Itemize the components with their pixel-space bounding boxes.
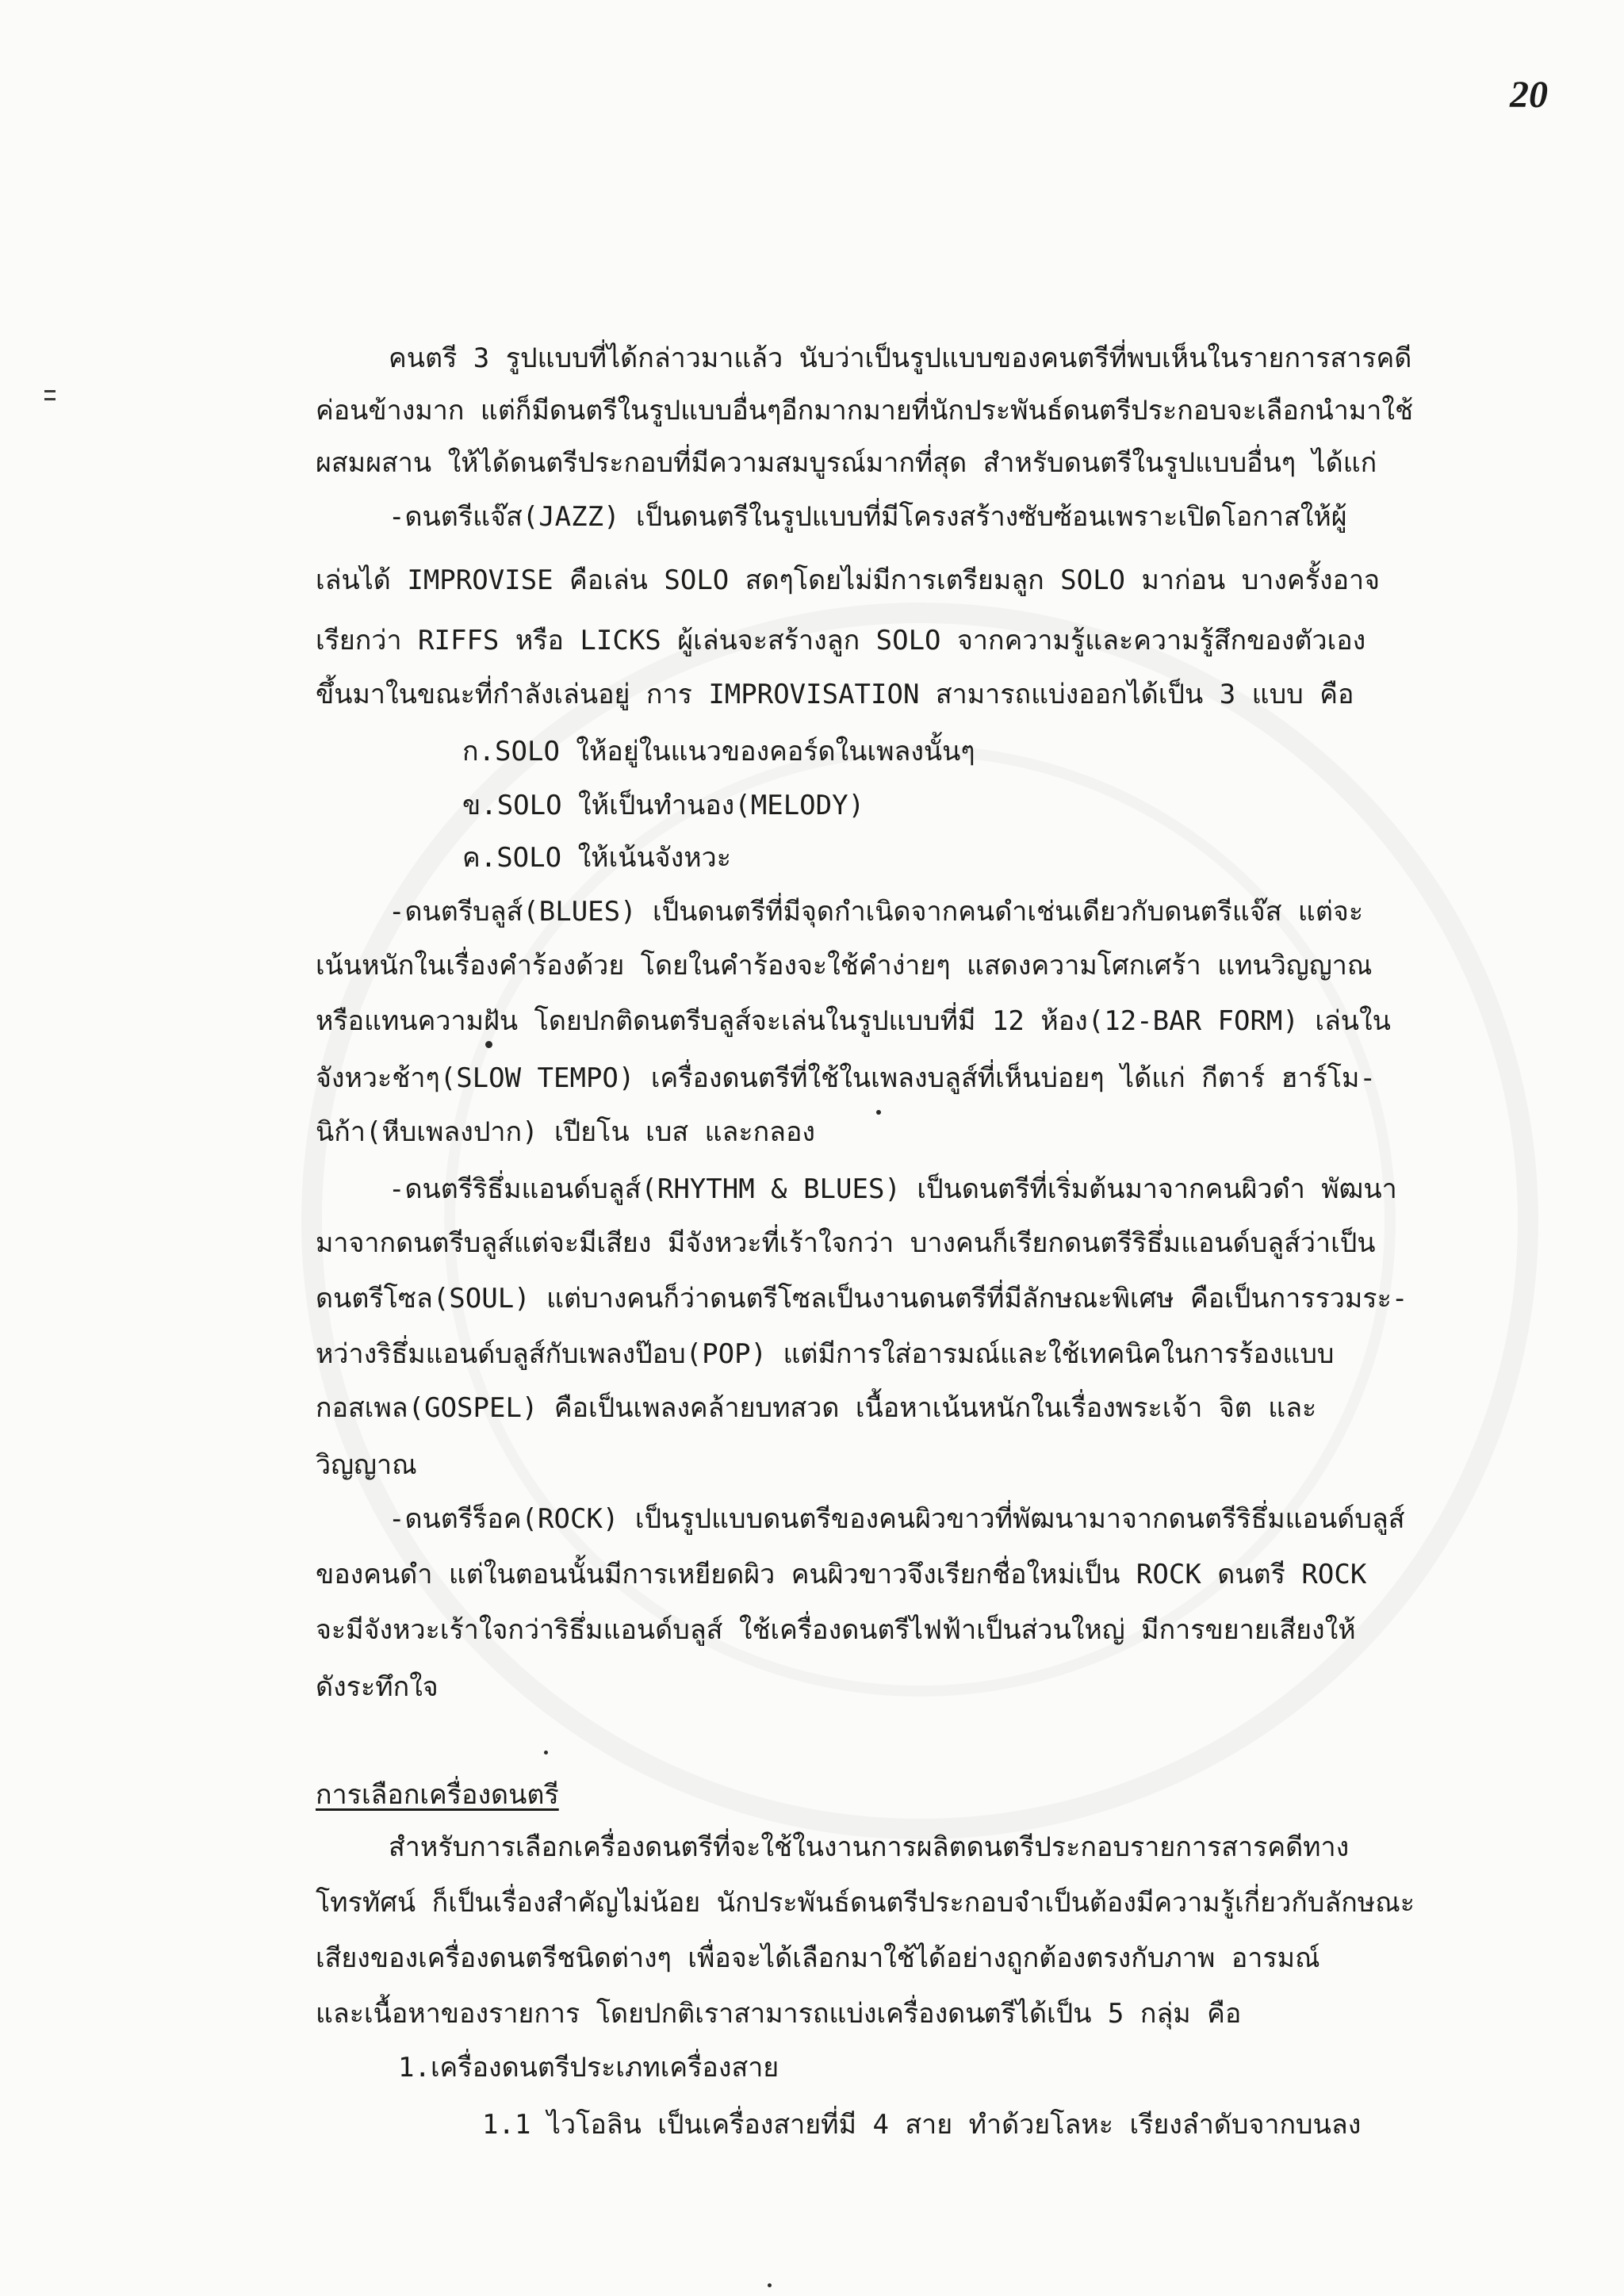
paragraph-line: และเนื้อหาของรายการ โดยปกติเราสามารถแบ่งเครื่องดนตรีได้เป็น 5 กลุ่ม คือ <box>316 1998 1242 2030</box>
paragraph-line: ขึ้นมาในขณะที่กำลังเล่นอยู่ การ IMPROVISATION สามารถแบ่งออกได้เป็น 3 แบบ คือ <box>316 679 1354 710</box>
list-item-line: 1.เครื่องดนตรีประเภทเครื่องสาย <box>398 2052 779 2084</box>
paragraph-line: -ดนตรีร็อค(ROCK) เป็นรูปแบบดนตรีของคนผิวขาวที่พัฒนามาจากดนตรีริธึ่มแอนด์บลูส์ <box>389 1503 1405 1535</box>
paragraph-line: ดังระทึกใจ <box>316 1671 439 1703</box>
scan-speck <box>544 1751 548 1755</box>
margin-scan-mark <box>44 390 56 392</box>
paragraph-line: ผสมผสาน ให้ได้ดนตรีประกอบที่มีความสมบูรณ์มากที่สุด สำหรับดนตรีในรูปแบบอื่นๆ ได้แก่ <box>316 447 1377 479</box>
paragraph-line: เสียงของเครื่องดนตรีชนิดต่างๆ เพื่อจะได้เลือกมาใช้ได้อย่างถูกต้องตรงกับภาพ อารมณ์ <box>316 1942 1320 1974</box>
list-item-line: 1.1 ไวโอลิน เป็นเครื่องสายที่มี 4 สาย ทำด้วยโลหะ เรียงลำดับจากบนลง <box>482 2109 1362 2141</box>
paragraph-line: ค่อนข้างมาก แต่ก็มีดนตรีในรูปแบบอื่นๆอีกมากมายที่นักประพันธ์ดนตรีประกอบจะเลือกนำมาใช้ <box>316 395 1414 427</box>
faded-seal-watermark-inner-ring <box>444 745 1396 1697</box>
paragraph-line: จังหวะช้าๆ(SLOW TEMPO) เครื่องดนตรีที่ใช้ในเพลงบลูส์ที่เห็นบ่อยๆ ได้แก่ กีตาร์ ฮาร์โม- <box>316 1062 1376 1094</box>
paragraph-line: โทรทัศน์ ก็เป็นเรื่องสำคัญไม่น้อย นักประพันธ์ดนตรีประกอบจำเป็นต้องมีความรู้เกี่ยวกับลักษณะ <box>316 1887 1415 1919</box>
paragraph-line: -ดนตรีบลูส์(BLUES) เป็นดนตรีที่มีจุดกำเนิดจากคนดำเช่นเดียวกับดนตรีแจ๊ส แต่จะ <box>389 896 1364 928</box>
paragraph-line: เน้นหนักในเรื่องคำร้องด้วย โดยในคำร้องจะใช้คำง่ายๆ แสดงความโศกเศร้า แทนวิญญาณ <box>316 950 1373 982</box>
paragraph-line: เรียกว่า RIFFS หรือ LICKS ผู้เล่นจะสร้างลูก SOLO จากความรู้และความรู้สึกของตัวเอง <box>316 625 1366 656</box>
paragraph-line: หว่างริธึ่มแอนด์บลูส์กับเพลงป๊อบ(POP) แต่มีการใส่อารมณ์และใช้เทคนิคในการร้องแบบ <box>316 1338 1335 1370</box>
paragraph-line: จะมีจังหวะเร้าใจกว่าริธึ่มแอนด์บลูส์ ใช้เครื่องดนตรีไฟฟ้าเป็นส่วนใหญ่ มีการขยายเสียงให้ <box>316 1614 1356 1646</box>
paragraph-line: คนตรี 3 รูปแบบที่ได้กล่าวมาแล้ว นับว่าเป็นรูปแบบของคนตรีที่พบเห็นในรายการสารคดี <box>389 342 1412 374</box>
paragraph-line: ดนตรีโซล(SOUL) แต่บางคนก็ว่าดนตรีโซลเป็นงานดนตรีที่มีลักษณะพิเศษ คือเป็นการรวมระ- <box>316 1283 1408 1314</box>
list-item-line: ค.SOLO ให้เน้นจังหวะ <box>462 842 731 874</box>
page-number: 20 <box>1510 74 1548 116</box>
scan-speck <box>876 1110 881 1115</box>
paragraph-line: สำหรับการเลือกเครื่องดนตรีที่จะใช้ในงานการผลิตดนตรีประกอบรายการสารคดีทาง <box>389 1831 1350 1863</box>
paragraph-line: วิญญาณ <box>316 1449 417 1481</box>
margin-scan-mark <box>44 398 56 400</box>
paragraph-line: นิก้า(หีบเพลงปาก) เปียโน เบส และกลอง <box>316 1116 816 1148</box>
list-item-line: ก.SOLO ให้อยู่ในแนวของคอร์ดในเพลงนั้นๆ <box>462 736 975 767</box>
list-item-line: ข.SOLO ให้เป็นทำนอง(MELODY) <box>462 790 865 821</box>
section-heading: การเลือกเครื่องดนตรี <box>316 1779 559 1811</box>
paragraph-line: กอสเพล(GOSPEL) คือเป็นเพลงคล้ายบทสวด เนื้อหาเน้นหนักในเรื่องพระเจ้า จิต และ <box>316 1392 1317 1424</box>
scan-speck <box>485 1041 492 1048</box>
paragraph-line: มาจากดนตรีบลูส์แต่จะมีเสียง มีจังหวะที่เร้าใจกว่า บางคนก็เรียกดนตรีริธึ่มแอนด์บลูส์ว่าเป็น <box>316 1227 1376 1259</box>
paragraph-line: ของคนดำ แต่ในตอนนั้นมีการเหยียดผิว คนผิวขาวจึงเรียกชื่อใหม่เป็น ROCK ดนตรี ROCK <box>316 1559 1367 1590</box>
paragraph-line: -ดนตรีแจ๊ส(JAZZ) เป็นดนตรีในรูปแบบที่มีโครงสร้างซับซ้อนเพราะเปิดโอกาสให้ผู้ <box>389 501 1347 533</box>
paragraph-line: หรือแทนความฝัน โดยปกติดนตรีบลูส์จะเล่นในรูปแบบที่มี 12 ห้อง(12-BAR FORM) เล่นใน <box>316 1005 1391 1037</box>
paragraph-line: -ดนตรีริธึ่มแอนด์บลูส์(RHYTHM & BLUES) เป็นดนตรีที่เริ่มต้นมาจากคนผิวดำ พัฒนา <box>389 1173 1397 1205</box>
scan-speck <box>768 2283 772 2287</box>
paragraph-line: เล่นได้ IMPROVISE คือเล่น SOLO สดๆโดยไม่มีการเตรียมลูก SOLO มาก่อน บางครั้งอาจ <box>316 564 1381 596</box>
